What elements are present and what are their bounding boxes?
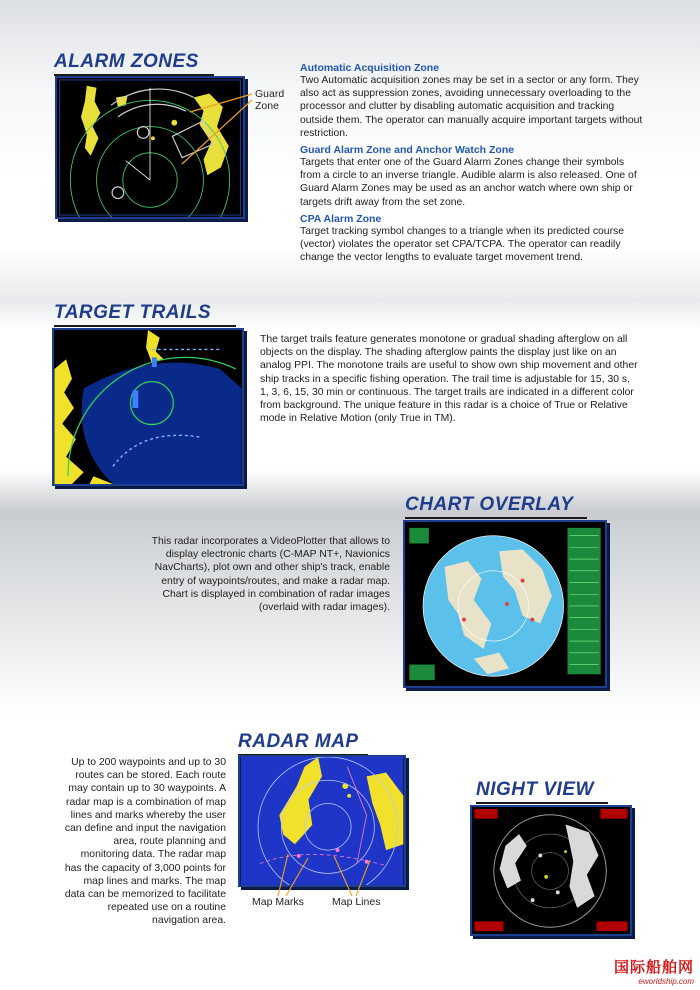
map-marks-label: Map Marks xyxy=(252,896,304,908)
eworldship-watermark xyxy=(614,956,694,986)
night-view-heading: NIGHT VIEW xyxy=(476,779,608,804)
guard-zone-label: Guard Zone xyxy=(255,88,285,112)
radar-map-text: Up to 200 waypoints and up to 30 routes can be stored. Each route may contain up to 30 waypoints. A radar map is a combination of map lines and marks whereby the user can define and input the navigation area, route planning and monitoring data. The radar map has the capacity of 3,000 points for map lines and marks. The map data can be memorized to facilitate repeated use on a routine navigation area. xyxy=(64,757,226,927)
target-trails-text: The target trails feature generates monotone or gradual shading afterglow on all objects on the display. The shading afterglow paints the display just like on an analog PPI. The monotone trails are useful to show own ship movement and other ship tracks in a specific fishing operation. The trail time is adjustable for 15, 30 s, 1, 3, 6, 15, 30 min or continuous. The target trails are indicated in a different color from background. The unique feature in this radar is a choice of True or Relative mode in Relative Motion (only True in TM). xyxy=(260,334,638,425)
guard-alarm-heading: Guard Alarm Zone and Anchor Watch Zone xyxy=(300,144,515,157)
auto-acquisition-heading: Automatic Acquisition Zone xyxy=(300,62,440,74)
alarm-zones-text xyxy=(300,58,645,264)
map-lines-label: Map Lines xyxy=(332,896,381,908)
guard-alarm-text: Targets that enter one of the Guard Alarm Zones change their symbols from a circle to an inverse triangle. Audible alarm is also released. One of Guard Alarm Zones may be used as an anchor watch where own ship or targets drift away from the set zone. xyxy=(300,157,637,208)
night-view-radar-image xyxy=(470,805,632,936)
cpa-alarm-text: Target tracking symbol changes to a triangle when its predicted course (vector) violates the operator set CPA/TCPA. The operator can readily change the vector lengths to evaluate target movement trend. xyxy=(300,225,625,264)
chart-overlay-radar-image xyxy=(403,520,607,688)
guard-zone-leader-lines xyxy=(180,90,260,170)
chart-overlay-text: This radar incorporates a VideoPlotter that allows to display electronic charts (C-MAP NT+, Navionics NavCharts), plot own and other ship's track, enable entry of waypoints/routes, and make a radar map. Chart is displayed in combination of radar images (overlaid with radar images). xyxy=(151,536,390,614)
radar-map-heading: RADAR MAP xyxy=(238,731,368,756)
chart-overlay-heading: CHART OVERLAY xyxy=(405,494,587,519)
map-leader-lines xyxy=(260,850,380,900)
cpa-alarm-heading: CPA Alarm Zone xyxy=(300,212,382,225)
watermark-cn: 国际船舶网 xyxy=(613,959,694,976)
target-trails-heading: TARGET TRAILS xyxy=(54,302,236,327)
watermark-en: eworldship.com xyxy=(638,977,694,986)
alarm-zones-heading: ALARM ZONES xyxy=(54,51,214,76)
target-trails-radar-image xyxy=(52,328,244,486)
auto-acquisition-text: Two Automatic acquisition zones may be set in a sector or any form. They also act as suppression zones, avoiding unnecessary overloading to the processor and clutter by disabling automatic acquisition and tracking outside them. The operator can manually acquire important targets without restriction. xyxy=(300,75,643,139)
